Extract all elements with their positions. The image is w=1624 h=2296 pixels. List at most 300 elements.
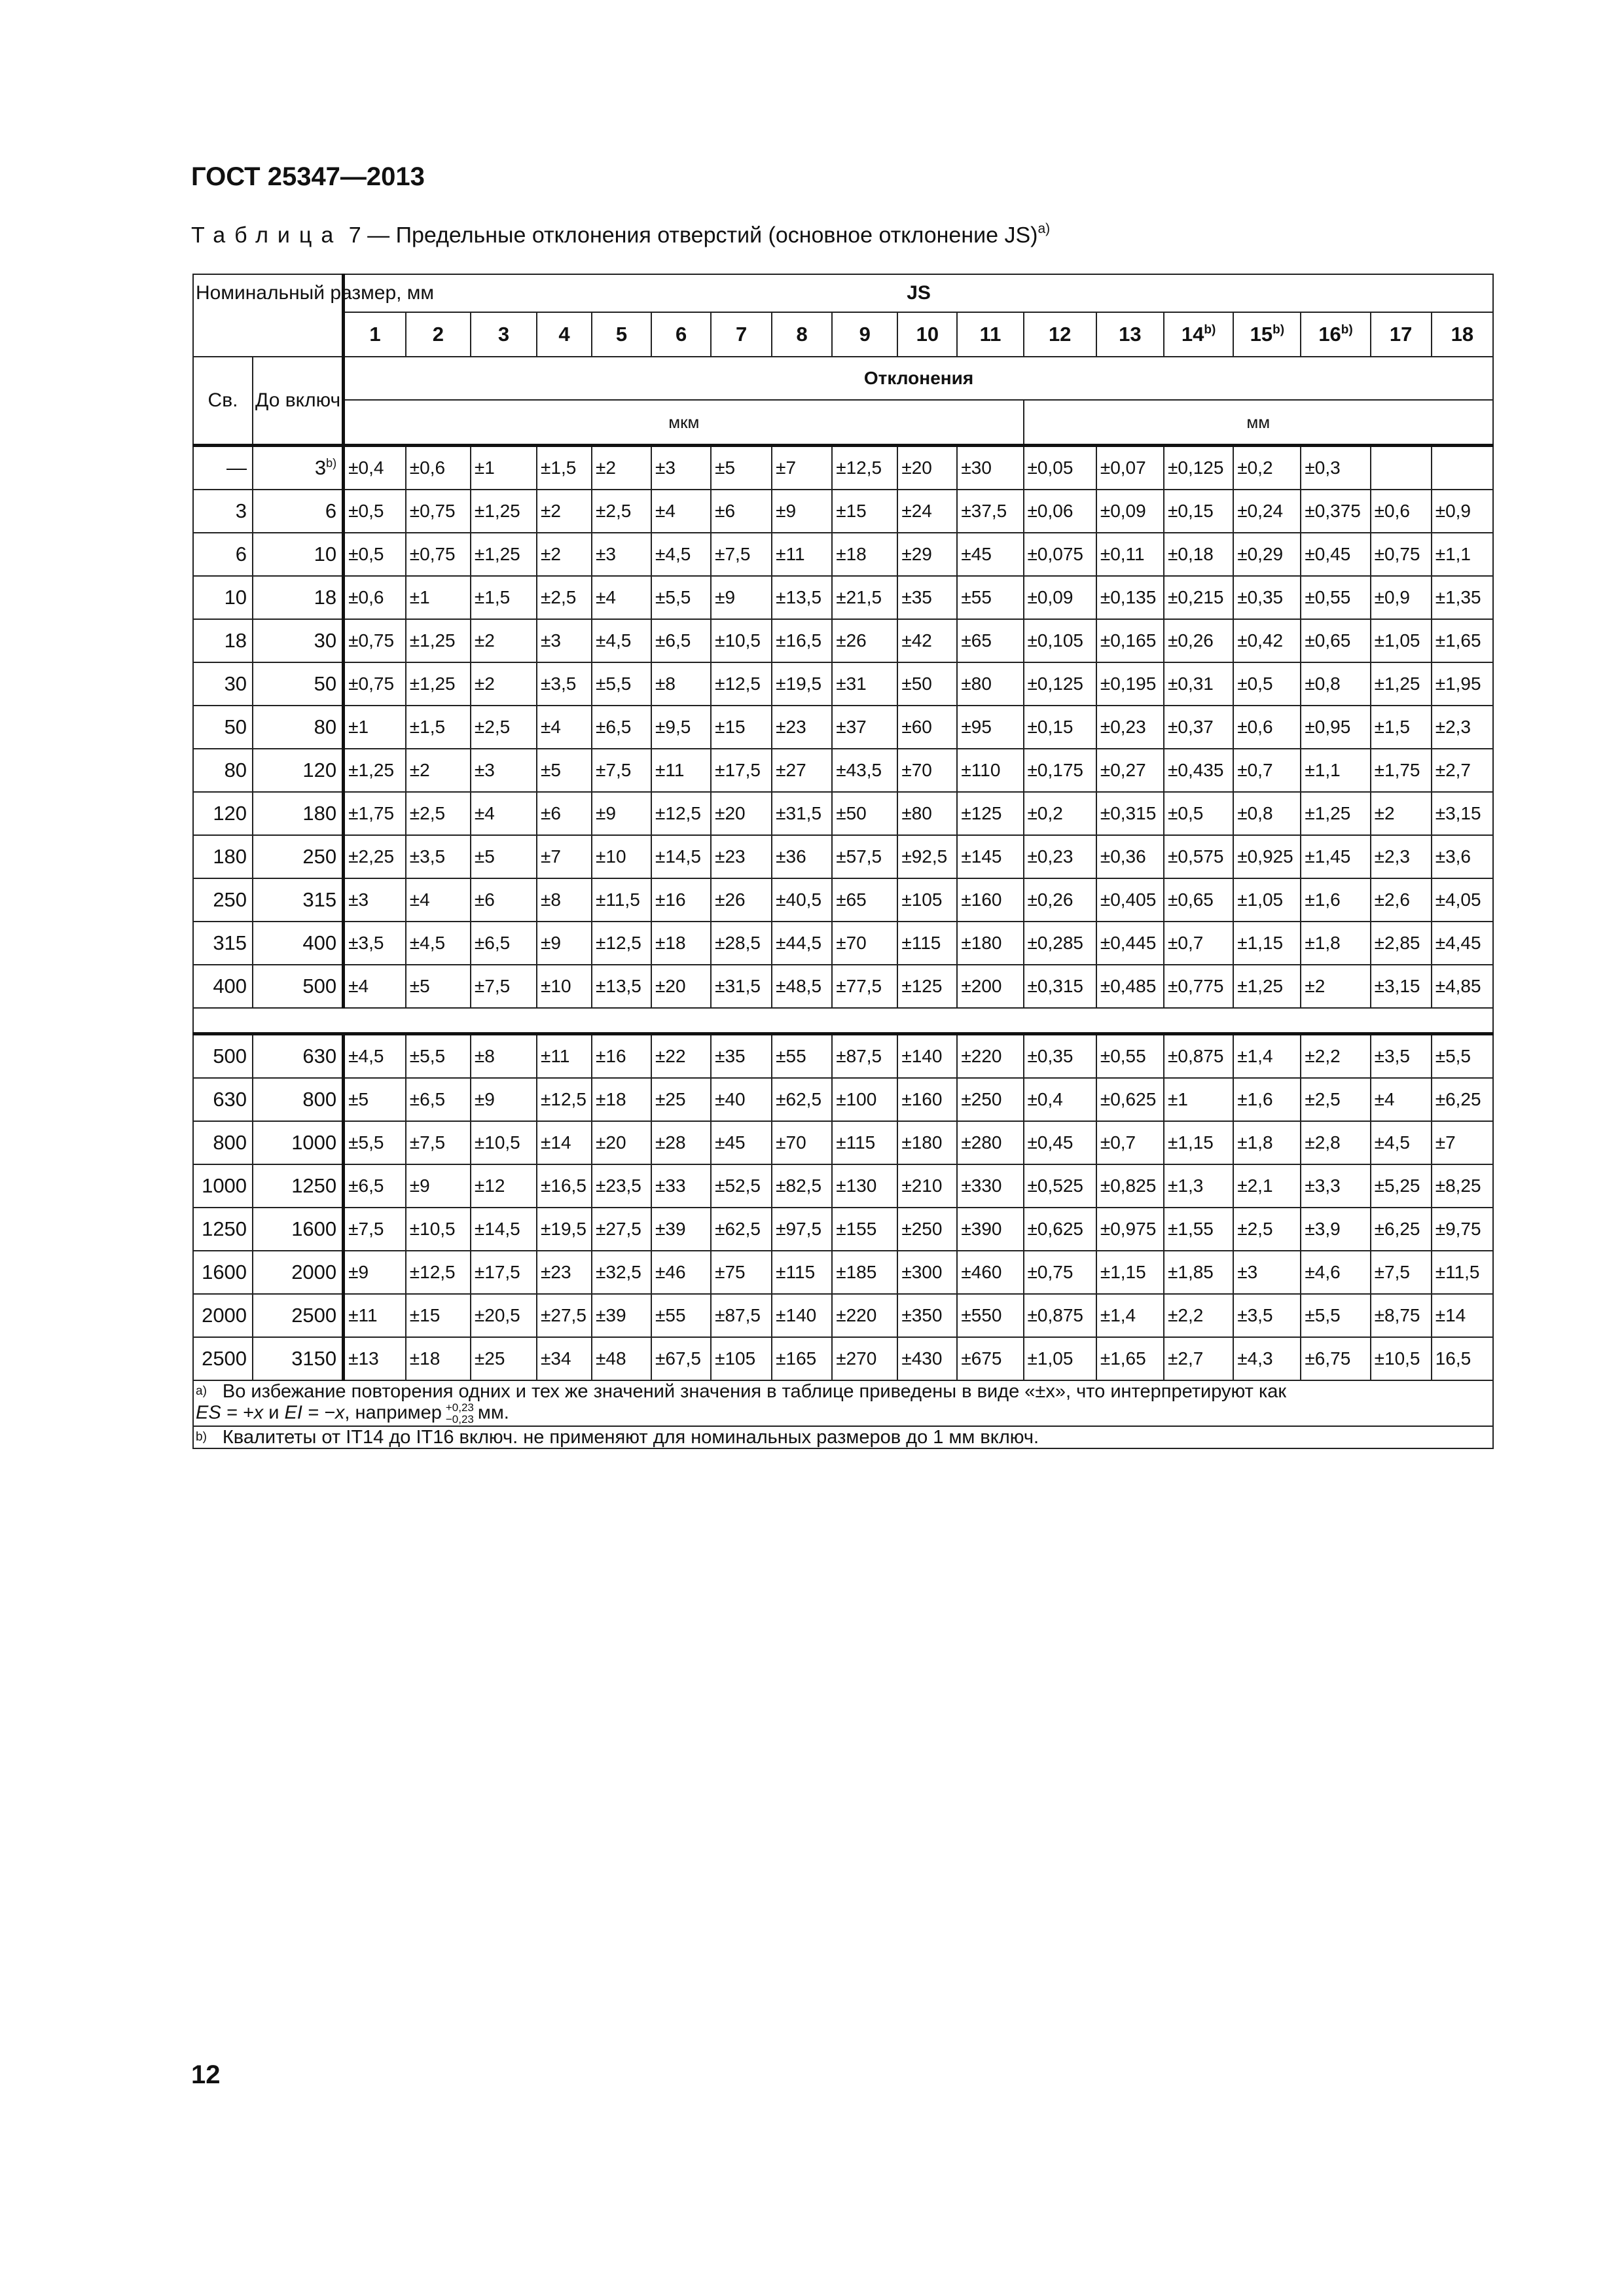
size-over-cell: 500	[193, 1034, 253, 1079]
deviation-cell: ±62,5	[772, 1078, 832, 1121]
deviation-cell: ±32,5	[592, 1251, 651, 1294]
deviation-cell: ±39	[592, 1294, 651, 1337]
deviation-cell: ±1,75	[1371, 749, 1432, 792]
deviation-cell: ±8,25	[1432, 1164, 1493, 1208]
deviation-cell: ±22	[651, 1034, 711, 1079]
deviation-cell: ±3,5	[406, 835, 471, 878]
deviation-cell: ±5	[406, 965, 471, 1008]
deviation-cell: ±2,8	[1301, 1121, 1370, 1164]
deviation-cell: ±0,925	[1233, 835, 1301, 878]
deviation-cell: ±8	[651, 662, 711, 706]
deviation-cell: ±9	[772, 490, 832, 533]
deviation-cell: ±0,875	[1164, 1034, 1233, 1079]
deviation-cell: ±1	[1164, 1078, 1233, 1121]
deviation-cell: ±3	[592, 533, 651, 576]
deviation-cell: ±6,5	[471, 922, 537, 965]
deviation-cell: ±180	[957, 922, 1023, 965]
deviation-cell: ±0,75	[1371, 533, 1432, 576]
deviation-cell: ±0,24	[1233, 490, 1301, 533]
deviation-cell: ±39	[651, 1208, 711, 1251]
footnote-a-ei: EI = −x	[284, 1402, 345, 1424]
deviation-cell: ±1,25	[1371, 662, 1432, 706]
deviation-cell: ±0,95	[1301, 706, 1370, 749]
deviation-cell: ±1,3	[1164, 1164, 1233, 1208]
size-upto-cell	[253, 446, 344, 490]
deviation-cell: ±3,5	[1233, 1294, 1301, 1337]
deviation-cell: ±3,9	[1301, 1208, 1370, 1251]
size-upto-cell	[253, 878, 344, 922]
deviation-cell: ±0,315	[1024, 965, 1096, 1008]
deviation-cell: ±390	[957, 1208, 1023, 1251]
deviation-cell: ±27,5	[537, 1294, 592, 1337]
deviation-cell: ±0,6	[406, 446, 471, 490]
deviation-cell: ±0,36	[1096, 835, 1164, 878]
footnote-a-fraction	[446, 1402, 474, 1426]
deviation-cell: ±0,485	[1096, 965, 1164, 1008]
deviation-cell: ±115	[897, 922, 957, 965]
size-upto-value: 30	[314, 629, 337, 652]
deviation-cell: ±0,775	[1164, 965, 1233, 1008]
grade-header-11	[957, 312, 1023, 357]
grade-header-4	[537, 312, 592, 357]
deviation-cell: ±70	[897, 749, 957, 792]
deviation-cell: ±7	[537, 835, 592, 878]
size-upto-value: 500	[302, 975, 337, 997]
deviation-cell: ±140	[897, 1034, 957, 1079]
deviation-cell: ±1,15	[1096, 1251, 1164, 1294]
deviation-cell: ±0,18	[1164, 533, 1233, 576]
deviation-cell: ±0,23	[1024, 835, 1096, 878]
deviation-cell: ±5,5	[1432, 1034, 1493, 1079]
footnote-b-mark: b)	[196, 1430, 207, 1444]
size-upto-value: 120	[302, 759, 337, 781]
deviation-cell: ±0,825	[1096, 1164, 1164, 1208]
grade-header-18	[1432, 312, 1493, 357]
deviation-cell: ±45	[711, 1121, 772, 1164]
deviation-cell: ±0,26	[1024, 878, 1096, 922]
deviation-cell: ±2,2	[1164, 1294, 1233, 1337]
grade-note-ref: b)	[1341, 323, 1353, 337]
grade-header-16	[1301, 312, 1370, 357]
deviation-cell: ±2,5	[471, 706, 537, 749]
deviation-cell: ±0,5	[1164, 792, 1233, 835]
deviation-cell: ±8,75	[1371, 1294, 1432, 1337]
deviation-cell: ±0,175	[1024, 749, 1096, 792]
table-row	[193, 662, 1493, 706]
deviation-cell: ±3	[344, 878, 406, 922]
upto-header: До включ.	[253, 357, 344, 446]
deviation-cell: ±27,5	[592, 1208, 651, 1251]
deviation-cell: ±2,5	[1233, 1208, 1301, 1251]
size-upto-value: 10	[314, 543, 337, 565]
deviation-cell: ±1,75	[344, 792, 406, 835]
deviation-cell: ±40	[711, 1078, 772, 1121]
deviation-cell: ±62,5	[711, 1208, 772, 1251]
deviation-cell: ±0,26	[1164, 619, 1233, 662]
deviation-cell: ±36	[772, 835, 832, 878]
deviation-cell: ±220	[957, 1034, 1023, 1079]
page-number: 12	[191, 2060, 221, 2089]
deviation-cell: ±1,65	[1096, 1337, 1164, 1380]
deviation-cell: ±3,5	[537, 662, 592, 706]
unit-mm-header: мм	[1024, 400, 1493, 446]
deviation-cell: ±10,5	[711, 619, 772, 662]
table-caption	[191, 223, 1050, 248]
deviation-cell: ±125	[957, 792, 1023, 835]
gap-cell	[193, 1008, 1493, 1034]
deviation-cell: ±0,35	[1233, 576, 1301, 619]
grade-header-5	[592, 312, 651, 357]
deviation-cell: ±350	[897, 1294, 957, 1337]
deviation-cell: ±11	[651, 749, 711, 792]
deviation-cell: ±9	[471, 1078, 537, 1121]
deviation-cell: ±6,5	[651, 619, 711, 662]
deviation-cell: ±12,5	[592, 922, 651, 965]
grade-number: 10	[916, 323, 939, 346]
deviation-cell: ±7,5	[471, 965, 537, 1008]
deviation-cell: ±4,45	[1432, 922, 1493, 965]
size-over-cell: 80	[193, 749, 253, 792]
deviation-cell: ±80	[957, 662, 1023, 706]
size-upto-value: 180	[302, 802, 337, 825]
deviation-cell: ±2,6	[1371, 878, 1432, 922]
deviation-cell: ±5	[711, 446, 772, 490]
deviation-cell: ±37,5	[957, 490, 1023, 533]
deviation-cell: ±95	[957, 706, 1023, 749]
deviation-cell: ±37	[832, 706, 897, 749]
deviation-cell: ±145	[957, 835, 1023, 878]
deviation-cell: ±23	[537, 1251, 592, 1294]
grade-number: 3	[497, 323, 510, 346]
deviation-cell: ±300	[897, 1251, 957, 1294]
grade-number: 17	[1389, 323, 1413, 346]
grade-number: 8	[796, 323, 808, 346]
deviation-cell: ±15	[711, 706, 772, 749]
deviation-cell: ±0,5	[344, 490, 406, 533]
deviation-cell: ±1,25	[1301, 792, 1370, 835]
deviation-cell: ±115	[832, 1121, 897, 1164]
footnote-b-text: Квалитеты от IT14 до IT16 включ. не применяют для номинальных размеров до 1 мм включ.	[222, 1427, 1039, 1448]
deviation-cell: ±2,7	[1432, 749, 1493, 792]
table-row	[193, 576, 1493, 619]
grade-number: 6	[675, 323, 687, 346]
deviation-cell: ±3,6	[1432, 835, 1493, 878]
deviation-cell: ±1,35	[1432, 576, 1493, 619]
deviation-cell: ±2	[1301, 965, 1370, 1008]
deviation-cell: ±3	[651, 446, 711, 490]
deviation-cell: ±11	[772, 533, 832, 576]
deviation-cell: ±330	[957, 1164, 1023, 1208]
deviation-cell: ±0,5	[344, 533, 406, 576]
deviation-cell: ±42	[897, 619, 957, 662]
size-upto-cell	[253, 662, 344, 706]
deviation-cell: ±3,15	[1371, 965, 1432, 1008]
deviation-cell: ±4	[537, 706, 592, 749]
deviation-cell: ±0,435	[1164, 749, 1233, 792]
deviation-cell: ±140	[772, 1294, 832, 1337]
deviation-cell: ±7,5	[1371, 1251, 1432, 1294]
table-row	[193, 835, 1493, 878]
deviation-cell: ±1,4	[1096, 1294, 1164, 1337]
deviation-cell: ±6	[471, 878, 537, 922]
deviation-cell: ±1,1	[1432, 533, 1493, 576]
table-row	[193, 1078, 1493, 1121]
deviation-cell: ±46	[651, 1251, 711, 1294]
deviation-cell: ±12,5	[406, 1251, 471, 1294]
deviation-cell: ±92,5	[897, 835, 957, 878]
deviation-cell: ±9	[406, 1164, 471, 1208]
deviation-cell: ±6,25	[1371, 1208, 1432, 1251]
table-row	[193, 619, 1493, 662]
size-upto-value: 2000	[291, 1261, 337, 1283]
fraction-top: +0,23	[445, 1401, 474, 1414]
deviation-cell: ±9,5	[651, 706, 711, 749]
deviation-cell: ±40,5	[772, 878, 832, 922]
deviation-cell: ±6	[537, 792, 592, 835]
deviation-cell: ±12,5	[711, 662, 772, 706]
deviation-cell: ±1	[406, 576, 471, 619]
size-upto-cell	[253, 533, 344, 576]
deviation-cell: ±1,15	[1233, 922, 1301, 965]
deviation-cell: ±0,65	[1301, 619, 1370, 662]
deviation-cell: ±675	[957, 1337, 1023, 1380]
deviation-cell: ±2	[537, 533, 592, 576]
size-over-cell: 3	[193, 490, 253, 533]
deviation-cell: ±4	[471, 792, 537, 835]
deviation-cell: ±87,5	[711, 1294, 772, 1337]
deviation-cell: ±21,5	[832, 576, 897, 619]
deviation-cell: ±1,85	[1164, 1251, 1233, 1294]
deviation-cell: ±0,875	[1024, 1294, 1096, 1337]
deviation-cell: ±1	[344, 706, 406, 749]
size-over-cell: 400	[193, 965, 253, 1008]
deviation-cell: ±50	[832, 792, 897, 835]
deviation-cell: ±11,5	[1432, 1251, 1493, 1294]
size-upto-value: 18	[314, 586, 337, 609]
deviation-cell: ±43,5	[832, 749, 897, 792]
deviation-cell: ±77,5	[832, 965, 897, 1008]
deviation-cell: ±7	[772, 446, 832, 490]
deviation-cell: ±12	[471, 1164, 537, 1208]
size-over-cell: 2500	[193, 1337, 253, 1380]
grade-header-14	[1164, 312, 1233, 357]
grade-number: 18	[1451, 323, 1474, 346]
deviation-cell: ±0,45	[1024, 1121, 1096, 1164]
size-upto-value: 3150	[291, 1347, 337, 1370]
deviation-cell: ±55	[772, 1034, 832, 1079]
deviation-cell: ±9	[344, 1251, 406, 1294]
deviation-cell: ±31	[832, 662, 897, 706]
deviation-cell: ±0,3	[1301, 446, 1370, 490]
size-upto-value: 1250	[291, 1174, 337, 1197]
deviation-cell: ±3,3	[1301, 1164, 1370, 1208]
size-upto-cell	[253, 619, 344, 662]
deviation-cell: ±5,5	[344, 1121, 406, 1164]
deviation-cell: ±280	[957, 1121, 1023, 1164]
deviation-cell: ±3,5	[1371, 1034, 1432, 1079]
size-upto-value: 80	[314, 715, 337, 738]
size-over-cell: —	[193, 446, 253, 490]
deviation-cell: ±0,6	[1371, 490, 1432, 533]
deviation-cell: ±0,42	[1233, 619, 1301, 662]
deviation-cell: ±2	[592, 446, 651, 490]
footnote-a-es: ES = +x	[196, 1402, 264, 1424]
deviation-cell: ±220	[832, 1294, 897, 1337]
deviation-cell: ±97,5	[772, 1208, 832, 1251]
deviation-cell: ±160	[897, 1078, 957, 1121]
deviation-cell: 16,5	[1432, 1337, 1493, 1380]
deviation-cell: ±4,05	[1432, 878, 1493, 922]
table-row	[193, 749, 1493, 792]
grade-header-6	[651, 312, 711, 357]
deviation-cell: ±210	[897, 1164, 957, 1208]
deviation-cell: ±1,05	[1024, 1337, 1096, 1380]
grade-number: 7	[736, 323, 748, 346]
deviation-cell: ±0,625	[1096, 1078, 1164, 1121]
size-over-cell: 120	[193, 792, 253, 835]
deviation-cell: ±0,105	[1024, 619, 1096, 662]
deviation-cell: ±0,125	[1024, 662, 1096, 706]
size-upto-value: 250	[302, 845, 337, 868]
size-over-cell: 50	[193, 706, 253, 749]
deviation-cell: ±0,285	[1024, 922, 1096, 965]
deviation-cell: ±2	[471, 619, 537, 662]
size-upto-cell	[253, 1208, 344, 1251]
deviation-cell: ±2,5	[1301, 1078, 1370, 1121]
grade-header-13	[1096, 312, 1164, 357]
deviation-cell: ±31,5	[711, 965, 772, 1008]
deviation-cell: ±125	[897, 965, 957, 1008]
size-over-cell: 10	[193, 576, 253, 619]
deviation-cell: ±0,09	[1024, 576, 1096, 619]
grade-header-9	[832, 312, 897, 357]
deviation-cell: ±1,5	[537, 446, 592, 490]
deviation-cell: ±3	[471, 749, 537, 792]
size-over-cell: 2000	[193, 1294, 253, 1337]
deviation-cell: ±0,9	[1432, 490, 1493, 533]
deviation-cell: ±185	[832, 1251, 897, 1294]
deviation-cell: ±18	[406, 1337, 471, 1380]
caption-note-ref: a)	[1038, 221, 1051, 236]
deviation-cell: ±550	[957, 1294, 1023, 1337]
deviation-cell: ±0,625	[1024, 1208, 1096, 1251]
deviation-cell: ±25	[471, 1337, 537, 1380]
deviation-cell: ±130	[832, 1164, 897, 1208]
grade-number: 11	[979, 323, 1001, 346]
deviation-cell: ±14	[537, 1121, 592, 1164]
deviation-cell: ±0,09	[1096, 490, 1164, 533]
grade-number: 13	[1119, 323, 1142, 346]
deviation-cell: ±1,25	[1233, 965, 1301, 1008]
deviation-cell: ±20	[651, 965, 711, 1008]
deviation-cell: ±0,75	[1024, 1251, 1096, 1294]
deviation-cell: ±7	[1432, 1121, 1493, 1164]
deviation-cell: ±6,5	[592, 706, 651, 749]
fraction-bottom: −0,23	[445, 1413, 474, 1426]
deviation-cell: ±44,5	[772, 922, 832, 965]
size-over-cell: 30	[193, 662, 253, 706]
deviation-cell: ±1,5	[471, 576, 537, 619]
deviation-cell: ±0,55	[1096, 1034, 1164, 1079]
size-upto-cell	[253, 749, 344, 792]
deviation-cell: ±80	[897, 792, 957, 835]
table-row	[193, 490, 1493, 533]
caption-label: Таблица	[191, 223, 343, 248]
deviation-cell: ±16,5	[537, 1164, 592, 1208]
deviation-cell: ±2,25	[344, 835, 406, 878]
deviation-cell: ±12,5	[651, 792, 711, 835]
deviation-cell: ±2,2	[1301, 1034, 1370, 1079]
deviation-cell: ±34	[537, 1337, 592, 1380]
over-header: Св.	[193, 357, 253, 446]
grade-header-12	[1024, 312, 1096, 357]
deviation-cell: ±4,3	[1233, 1337, 1301, 1380]
deviation-cell: ±18	[651, 922, 711, 965]
deviation-cell: ±10	[537, 965, 592, 1008]
deviation-cell: ±4,5	[592, 619, 651, 662]
deviation-cell: ±10,5	[471, 1121, 537, 1164]
table-row	[193, 792, 1493, 835]
deviation-cell: ±0,975	[1096, 1208, 1164, 1251]
deviation-cell: ±31,5	[772, 792, 832, 835]
grade-note-ref: b)	[1272, 323, 1285, 337]
deviation-cell: ±0,165	[1096, 619, 1164, 662]
footnote-b	[193, 1426, 1493, 1448]
deviation-cell: ±5,5	[1301, 1294, 1370, 1337]
size-over-cell: 18	[193, 619, 253, 662]
deviation-cell: ±17,5	[711, 749, 772, 792]
deviation-cell: ±15	[832, 490, 897, 533]
deviation-cell: ±110	[957, 749, 1023, 792]
grade-number: 5	[615, 323, 628, 346]
deviation-cell: ±2,5	[406, 792, 471, 835]
size-upto-cell	[253, 1164, 344, 1208]
deviation-cell: ±3	[537, 619, 592, 662]
deviation-cell: ±17,5	[471, 1251, 537, 1294]
deviation-cell: ±9	[711, 576, 772, 619]
deviation-cell: ±4	[592, 576, 651, 619]
deviation-cell: ±1,05	[1371, 619, 1432, 662]
deviation-cell: ±1,5	[406, 706, 471, 749]
js-header: JS	[344, 274, 1493, 312]
deviation-cell: ±9	[592, 792, 651, 835]
deviation-cell: ±1,6	[1301, 878, 1370, 922]
deviation-cell: ±2,7	[1164, 1337, 1233, 1380]
deviation-cell: ±115	[772, 1251, 832, 1294]
deviation-cell	[1432, 446, 1493, 490]
deviation-cell: ±4,5	[344, 1034, 406, 1079]
deviation-cell: ±60	[897, 706, 957, 749]
deviation-cell: ±105	[897, 878, 957, 922]
table-row	[193, 1208, 1493, 1251]
deviation-cell: ±1,25	[471, 490, 537, 533]
size-over-cell: 800	[193, 1121, 253, 1164]
size-upto-cell	[253, 835, 344, 878]
deviation-cell: ±0,8	[1233, 792, 1301, 835]
deviation-cell: ±0,135	[1096, 576, 1164, 619]
grade-number: 15	[1250, 323, 1273, 346]
deviation-cell: ±5	[471, 835, 537, 878]
deviation-cell: ±0,23	[1096, 706, 1164, 749]
deviation-cell: ±0,4	[344, 446, 406, 490]
footnote-a-and: и	[263, 1402, 285, 1424]
table-row	[193, 1251, 1493, 1294]
footnote-a	[193, 1380, 1493, 1426]
deviation-cell: ±0,35	[1024, 1034, 1096, 1079]
table-row	[193, 1294, 1493, 1337]
deviation-cell: ±11	[344, 1294, 406, 1337]
deviation-cell: ±180	[897, 1121, 957, 1164]
